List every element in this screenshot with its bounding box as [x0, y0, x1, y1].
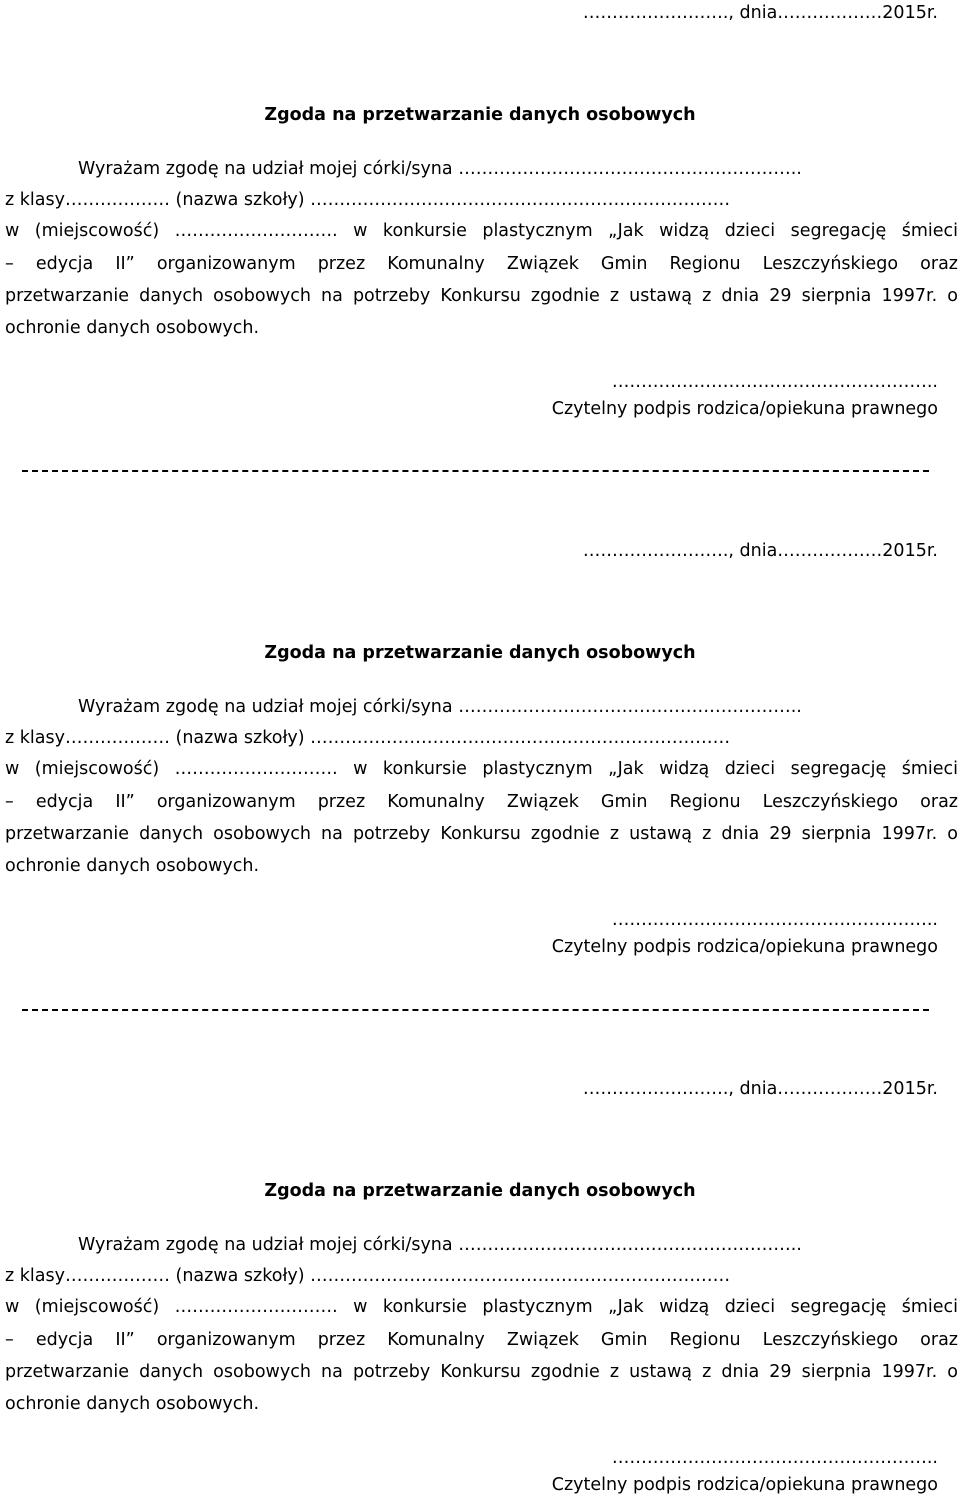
processing-line: przetwarzanie danych osobowych na potrzeby Konkursu zgodnie z ustawą z dnia 29 sierpnia 1997r. o	[5, 824, 958, 844]
locality-line: w (miejscowość) ………………………. w konkursie plastycznym „Jak widzą dzieci segregację śmieci	[5, 1297, 958, 1317]
locality-line: w (miejscowość) ………………………. w konkursie plastycznym „Jak widzą dzieci segregację śmieci	[5, 759, 958, 779]
processing-line: przetwarzanie danych osobowych na potrzeby Konkursu zgodnie z ustawą z dnia 29 sierpnia 1997r. o	[5, 286, 958, 306]
date-line: ……………………., dnia………………2015r.	[582, 541, 938, 561]
protection-line: ochronie danych osobowych.	[5, 856, 260, 876]
edition-line: – edycja II” organizowanym przez Komunalny Związek Gmin Regionu Leszczyńskiego oraz	[5, 254, 958, 274]
class-line: z klasy……………… (nazwa szkoły) ………………………………………………………………	[5, 190, 731, 210]
form-title: Zgoda na przetwarzanie danych osobowych	[264, 1181, 696, 1201]
signature-label: Czytelny podpis rodzica/opiekuna prawnego	[551, 1475, 938, 1495]
form-title: Zgoda na przetwarzanie danych osobowych	[264, 105, 696, 125]
signature-dots: ………………………………………………..	[611, 372, 938, 392]
cut-line-2	[22, 1009, 929, 1011]
locality-line: w (miejscowość) ………………………. w konkursie plastycznym „Jak widzą dzieci segregację śmieci	[5, 221, 958, 241]
consent-line: Wyrażam zgodę na udział mojej córki/syna …………………………………………………..	[78, 1235, 802, 1255]
protection-line: ochronie danych osobowych.	[5, 1394, 260, 1414]
signature-label: Czytelny podpis rodzica/opiekuna prawnego	[551, 399, 938, 419]
date-line: ……………………., dnia………………2015r.	[582, 3, 938, 23]
signature-dots: ………………………………………………..	[611, 910, 938, 930]
processing-line: przetwarzanie danych osobowych na potrzeby Konkursu zgodnie z ustawą z dnia 29 sierpnia 1997r. o	[5, 1362, 958, 1382]
edition-line: – edycja II” organizowanym przez Komunalny Związek Gmin Regionu Leszczyńskiego oraz	[5, 792, 958, 812]
class-line: z klasy……………… (nazwa szkoły) ………………………………………………………………	[5, 1266, 731, 1286]
consent-line: Wyrażam zgodę na udział mojej córki/syna …………………………………………………..	[78, 159, 802, 179]
date-line: ……………………., dnia………………2015r.	[582, 1079, 938, 1099]
consent-line: Wyrażam zgodę na udział mojej córki/syna …………………………………………………..	[78, 697, 802, 717]
class-line: z klasy……………… (nazwa szkoły) ………………………………………………………………	[5, 728, 731, 748]
signature-dots: ………………………………………………..	[611, 1448, 938, 1468]
edition-line: – edycja II” organizowanym przez Komunalny Związek Gmin Regionu Leszczyńskiego oraz	[5, 1330, 958, 1350]
protection-line: ochronie danych osobowych.	[5, 318, 260, 338]
signature-label: Czytelny podpis rodzica/opiekuna prawnego	[551, 937, 938, 957]
form-title: Zgoda na przetwarzanie danych osobowych	[264, 643, 696, 663]
cut-line-1	[22, 470, 929, 472]
